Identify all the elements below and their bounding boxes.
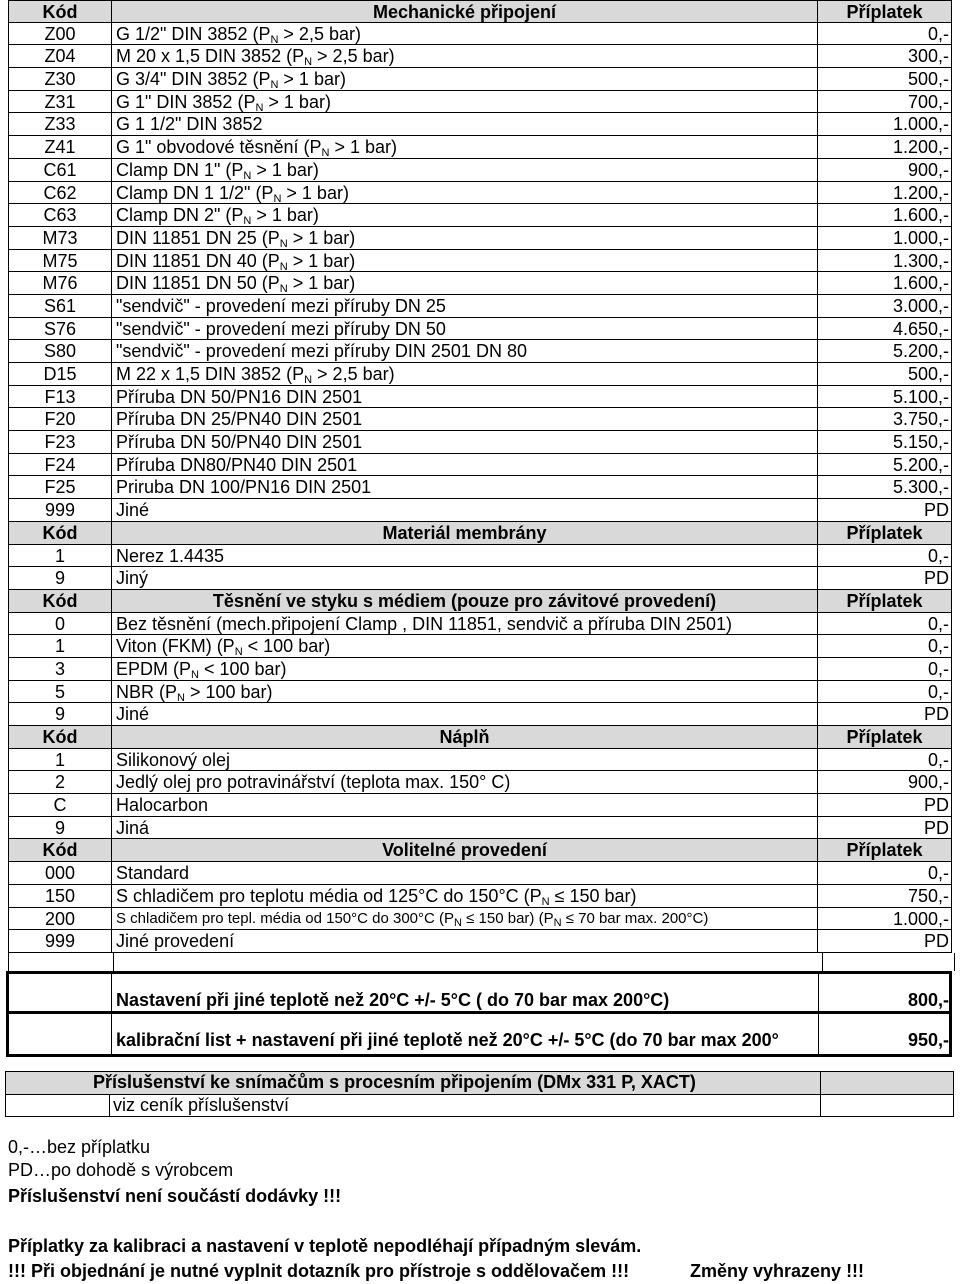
- table-row: [8, 386, 952, 409]
- row-price: 500,-: [818, 68, 952, 90]
- description-text: > 1 bar): [287, 227, 356, 248]
- table-row: [8, 749, 952, 772]
- row-code: 1: [8, 749, 112, 771]
- table-row: [8, 771, 952, 794]
- row-code: 2: [8, 771, 112, 793]
- header-price: Příplatek: [818, 839, 952, 861]
- row-price: 0,-: [818, 545, 952, 567]
- row-description: [112, 136, 818, 158]
- row-code: 5: [8, 681, 112, 703]
- table-row: [8, 613, 952, 636]
- description-text: DIN 11851 DN 50 (P: [116, 273, 280, 294]
- row-price: 1.200,-: [818, 182, 952, 204]
- description-text: M 22 x 1,5 DIN 3852 (P: [116, 364, 305, 384]
- row-price: 0,-: [818, 658, 952, 680]
- table-row: [8, 182, 952, 205]
- table-row: [8, 91, 952, 114]
- accessories-title: Příslušenství ke snímačům s procesním připojením (DMx 331 P, XACT): [93, 1072, 696, 1092]
- table-row: [8, 885, 952, 908]
- spacer-row: [8, 953, 952, 971]
- subscript-n: N: [321, 147, 330, 158]
- row-description: [112, 908, 818, 930]
- description-text: Příruba DN 50/PN16 DIN 2501: [116, 386, 363, 407]
- row-description: [112, 499, 818, 521]
- row-code: Z30: [8, 68, 112, 90]
- row-price: PD: [818, 817, 952, 839]
- accessories-text: viz ceník příslušenství: [113, 1095, 290, 1115]
- row-description: [112, 771, 818, 793]
- subscript-n: N: [177, 691, 185, 703]
- description-text: Jiná: [116, 817, 150, 838]
- row-price: PD: [818, 567, 952, 589]
- table-row: [8, 159, 952, 182]
- row-description: [112, 431, 818, 453]
- description-text: < 100 bar): [242, 636, 331, 657]
- row-description: [112, 318, 818, 340]
- description-text: DIN 11851 DN 40 (P: [116, 250, 280, 271]
- row-price: 3.750,-: [818, 408, 952, 430]
- calibration-box: [6, 971, 952, 1057]
- row-description: [112, 363, 818, 385]
- row-code: 9: [8, 703, 112, 725]
- row-code: 9: [8, 817, 112, 839]
- row-price: 1.000,-: [818, 227, 952, 249]
- calibration-description: kalibrační list + nastavení při jiné teplotě než 20°C +/- 5°C (do 70 bar max 200°: [112, 1014, 819, 1054]
- table-row: [8, 23, 952, 46]
- note-discounts: Příplatky za kalibraci a nastavení v teplotě nepodléhají případným slevám.: [8, 1236, 642, 1256]
- subscript-n: N: [270, 79, 279, 90]
- note-questionnaire: !!! Při objednání je nutné vyplnit dotazník pro přístroje s oddělovačem !!!: [8, 1261, 630, 1281]
- description-text: > 1 bar): [329, 137, 398, 158]
- table-row: [8, 431, 952, 454]
- row-description: [112, 159, 818, 181]
- section-header: [8, 726, 952, 749]
- description-text: > 1 bar): [251, 205, 319, 226]
- row-price: 1.600,-: [818, 272, 952, 294]
- row-price: PD: [818, 703, 952, 725]
- row-description: [112, 295, 818, 317]
- table-row: [8, 658, 952, 681]
- calibration-price: 950,-: [907, 1029, 949, 1050]
- table-row: [8, 68, 952, 91]
- row-price: 3.000,-: [818, 295, 952, 317]
- row-price: 700,-: [818, 91, 952, 113]
- row-price: 0,-: [818, 681, 952, 703]
- subscript-n: N: [191, 668, 199, 680]
- description-text: "sendvič" - provedení mezi příruby DN 50: [116, 318, 446, 339]
- header-title: Mechanické připojení: [112, 1, 818, 22]
- description-text: > 100 bar): [184, 681, 273, 702]
- row-price: 1.000,-: [818, 908, 952, 930]
- description-text: G 1" obvodové těsnění (P: [116, 137, 322, 158]
- description-text: > 1 bar): [287, 273, 356, 294]
- row-description: [112, 703, 818, 725]
- description-text: > 1 bar): [251, 159, 319, 180]
- row-description: [112, 91, 818, 113]
- description-text: G 1" DIN 3852 (P: [116, 91, 256, 112]
- table-row: [8, 363, 952, 386]
- row-description: [112, 681, 818, 703]
- row-code: Z41: [8, 136, 112, 158]
- table-row: [8, 408, 952, 431]
- row-code: Z00: [8, 23, 112, 45]
- row-code: 999: [8, 930, 112, 952]
- row-code: C: [8, 794, 112, 816]
- row-description: [112, 567, 818, 589]
- row-price: 4.650,-: [818, 318, 952, 340]
- row-price: 1.300,-: [818, 250, 952, 272]
- row-price: 900,-: [818, 771, 952, 793]
- description-text: > 1 bar): [278, 69, 346, 90]
- subscript-n: N: [454, 916, 462, 929]
- description-text: NBR (P: [116, 681, 178, 702]
- row-code: S61: [8, 295, 112, 317]
- table-row: [8, 545, 952, 568]
- table-row: [8, 817, 952, 840]
- row-code: Z04: [8, 45, 112, 67]
- description-text: Jiný: [116, 568, 149, 589]
- row-description: [112, 45, 818, 67]
- table-row: [8, 136, 952, 159]
- row-price: PD: [818, 930, 952, 952]
- row-description: [112, 227, 818, 249]
- row-code: 000: [8, 862, 112, 884]
- accessories-box: [5, 1071, 954, 1117]
- description-text: EPDM (P: [116, 658, 192, 679]
- subscript-n: N: [553, 916, 562, 929]
- row-code: D15: [8, 363, 112, 385]
- calibration-row: [9, 974, 949, 1014]
- calibration-row: [9, 1014, 949, 1054]
- description-text: S chladičem pro tepl. média od 150°C do 300°C (P: [116, 909, 455, 927]
- row-description: [112, 545, 818, 567]
- table-row: [8, 930, 952, 953]
- row-code: 3: [8, 658, 112, 680]
- description-text: > 2,5 bar): [278, 23, 361, 44]
- description-text: Příruba DN 50/PN40 DIN 2501: [116, 432, 363, 453]
- price-table: [8, 0, 952, 1057]
- subscript-n: N: [304, 56, 313, 68]
- subscript-n: N: [234, 646, 243, 657]
- description-text: Příruba DN 25/PN40 DIN 2501: [116, 409, 363, 430]
- row-description: [112, 182, 818, 204]
- table-row: [8, 113, 952, 136]
- row-price: 0,-: [818, 635, 952, 657]
- description-text: S chladičem pro teplotu média od 125°C do 150°C (P: [116, 885, 542, 906]
- table-row: [8, 862, 952, 885]
- description-text: Halocarbon: [116, 795, 209, 816]
- description-text: Jedlý olej pro potravinářství (teplota max. 150° C): [116, 772, 511, 793]
- row-price: 1.000,-: [818, 113, 952, 135]
- row-code: S80: [8, 340, 112, 362]
- table-row: [8, 703, 952, 726]
- row-price: 1.600,-: [818, 204, 952, 226]
- table-row: [8, 272, 952, 295]
- header-price: Příplatek: [818, 590, 952, 612]
- description-text: > 1 bar): [263, 91, 331, 112]
- row-code: C62: [8, 182, 112, 204]
- description-text: > 1 bar): [287, 250, 356, 271]
- description-text: ≤ 150 bar): [549, 885, 637, 906]
- note-no-surcharge: 0,-…bez příplatku: [8, 1137, 151, 1157]
- table-row: [8, 295, 952, 318]
- row-code: 0: [8, 613, 112, 635]
- header-code: Kód: [8, 726, 112, 748]
- subscript-n: N: [270, 33, 279, 45]
- row-price: 5.300,-: [818, 476, 952, 498]
- row-code: C61: [8, 159, 112, 181]
- table-row: [8, 908, 952, 931]
- row-code: 200: [8, 908, 112, 930]
- description-text: Nerez 1.4435: [116, 545, 225, 566]
- header-code: Kód: [8, 839, 112, 861]
- row-code: 999: [8, 499, 112, 521]
- row-code: C63: [8, 204, 112, 226]
- row-price: 5.150,-: [818, 431, 952, 453]
- header-code: Kód: [8, 1, 112, 22]
- row-price: 5.200,-: [818, 454, 952, 476]
- table-row: [8, 794, 952, 817]
- row-code: 150: [8, 885, 112, 907]
- row-price: 5.100,-: [818, 386, 952, 408]
- description-text: Jiné provedení: [116, 931, 235, 952]
- table-row: [8, 476, 952, 499]
- description-text: Clamp DN 1" (P: [116, 159, 244, 180]
- row-price: 0,-: [818, 23, 952, 45]
- description-text: G 1/2" DIN 3852 (P: [116, 23, 271, 44]
- row-description: [112, 613, 818, 635]
- description-text: < 100 bar): [198, 658, 287, 679]
- row-price: 300,-: [818, 45, 952, 67]
- section-header: [8, 0, 952, 23]
- description-text: > 2,5 bar): [312, 364, 395, 384]
- row-code: Z31: [8, 91, 112, 113]
- description-text: "sendvič" - provedení mezi příruby DN 25: [116, 295, 446, 316]
- row-description: [112, 272, 818, 294]
- subscript-n: N: [541, 895, 550, 907]
- row-price: PD: [818, 794, 952, 816]
- description-text: > 2,5 bar): [312, 46, 395, 67]
- description-text: ≤ 150 bar) (P: [461, 909, 554, 927]
- description-text: Standard: [116, 863, 190, 884]
- row-description: [112, 930, 818, 952]
- description-text: Jiné: [116, 500, 150, 521]
- row-price: 0,-: [818, 613, 952, 635]
- subscript-n: N: [279, 283, 288, 294]
- calibration-price: 800,-: [907, 989, 949, 1010]
- row-price: 0,-: [818, 749, 952, 771]
- row-description: [112, 635, 818, 657]
- row-price: 900,-: [818, 159, 952, 181]
- row-description: [112, 862, 818, 884]
- row-code: 9: [8, 567, 112, 589]
- row-description: [112, 386, 818, 408]
- section-header: [8, 522, 952, 545]
- description-text: M 20 x 1,5 DIN 3852 (P: [116, 46, 305, 67]
- description-text: Bez těsnění (mech.připojení Clamp , DIN 11851, sendvič a příruba DIN 2501): [116, 613, 732, 634]
- row-code: F20: [8, 408, 112, 430]
- row-price: 0,-: [818, 862, 952, 884]
- row-code: M73: [8, 227, 112, 249]
- description-text: Silikonový olej: [116, 749, 231, 770]
- row-price: 750,-: [818, 885, 952, 907]
- description-text: "sendvič" - provedení mezi příruby DIN 2501 DN 80: [116, 341, 527, 362]
- table-row: [8, 318, 952, 341]
- description-text: > 1 bar): [281, 182, 349, 203]
- row-price: PD: [818, 499, 952, 521]
- description-text: G 3/4" DIN 3852 (P: [116, 69, 271, 90]
- row-description: [112, 658, 818, 680]
- header-code: Kód: [8, 590, 112, 612]
- table-row: [8, 227, 952, 250]
- calibration-description: Nastavení při jiné teplotě než 20°C +/- 5°C ( do 70 bar max 200°C): [112, 974, 819, 1011]
- row-code: Z33: [8, 113, 112, 135]
- table-row: [8, 454, 952, 477]
- description-text: DIN 11851 DN 25 (P: [116, 227, 280, 248]
- table-row: [8, 567, 952, 590]
- header-price: Příplatek: [818, 726, 952, 748]
- row-description: [112, 794, 818, 816]
- header-title: Volitelné provedení: [112, 839, 818, 861]
- description-text: Viton (FKM) (P: [116, 636, 235, 657]
- row-code: F24: [8, 454, 112, 476]
- description-text: Clamp DN 2" (P: [116, 205, 244, 226]
- row-code: 1: [8, 545, 112, 567]
- row-code: M76: [8, 272, 112, 294]
- row-description: [112, 68, 818, 90]
- row-price: 5.200,-: [818, 340, 952, 362]
- row-code: F25: [8, 476, 112, 498]
- description-text: Clamp DN 1 1/2" (P: [116, 182, 274, 203]
- header-code: Kód: [8, 522, 112, 544]
- row-code: F23: [8, 431, 112, 453]
- row-code: 1: [8, 635, 112, 657]
- description-text: G 1 1/2" DIN 3852: [116, 114, 263, 135]
- row-code: F13: [8, 386, 112, 408]
- subscript-n: N: [255, 101, 264, 113]
- description-text: Jiné: [116, 704, 150, 725]
- subscript-n: N: [243, 215, 252, 226]
- table-row: [8, 499, 952, 522]
- header-price: Příplatek: [818, 1, 952, 22]
- table-row: [8, 681, 952, 704]
- description-text: ≤ 70 bar max. 200°C): [561, 909, 709, 927]
- note-changes-reserved: Změny vyhrazeny !!!: [690, 1261, 865, 1281]
- header-title: Náplň: [112, 726, 818, 748]
- table-row: [8, 635, 952, 658]
- row-code: S76: [8, 318, 112, 340]
- row-price: 1.200,-: [818, 136, 952, 158]
- subscript-n: N: [279, 237, 288, 249]
- row-description: [112, 817, 818, 839]
- row-description: [112, 476, 818, 498]
- table-row: [8, 250, 952, 273]
- header-title: Těsnění ve styku s médiem (pouze pro závitové provedení): [112, 590, 818, 612]
- row-code: M75: [8, 250, 112, 272]
- subscript-n: N: [279, 260, 288, 272]
- row-price: 500,-: [818, 363, 952, 385]
- subscript-n: N: [304, 374, 313, 385]
- subscript-n: N: [273, 192, 282, 204]
- row-description: [112, 113, 818, 135]
- row-description: [112, 454, 818, 476]
- section-header: [8, 839, 952, 862]
- description-text: Priruba DN 100/PN16 DIN 2501: [116, 477, 372, 498]
- row-description: [112, 340, 818, 362]
- row-description: [112, 250, 818, 272]
- table-row: [8, 45, 952, 68]
- description-text: Příruba DN80/PN40 DIN 2501: [116, 454, 358, 475]
- table-row: [8, 204, 952, 227]
- header-title: Materiál membrány: [112, 522, 818, 544]
- row-description: [112, 408, 818, 430]
- row-description: [112, 749, 818, 771]
- note-by-agreement: PD…po dohodě s výrobcem: [8, 1160, 234, 1180]
- row-description: [112, 885, 818, 907]
- header-price: Příplatek: [818, 522, 952, 544]
- table-row: [8, 340, 952, 363]
- section-header: [8, 590, 952, 613]
- note-accessories: Příslušenství není součástí dodávky !!!: [8, 1186, 342, 1206]
- row-description: [112, 23, 818, 45]
- subscript-n: N: [243, 169, 252, 181]
- row-description: [112, 204, 818, 226]
